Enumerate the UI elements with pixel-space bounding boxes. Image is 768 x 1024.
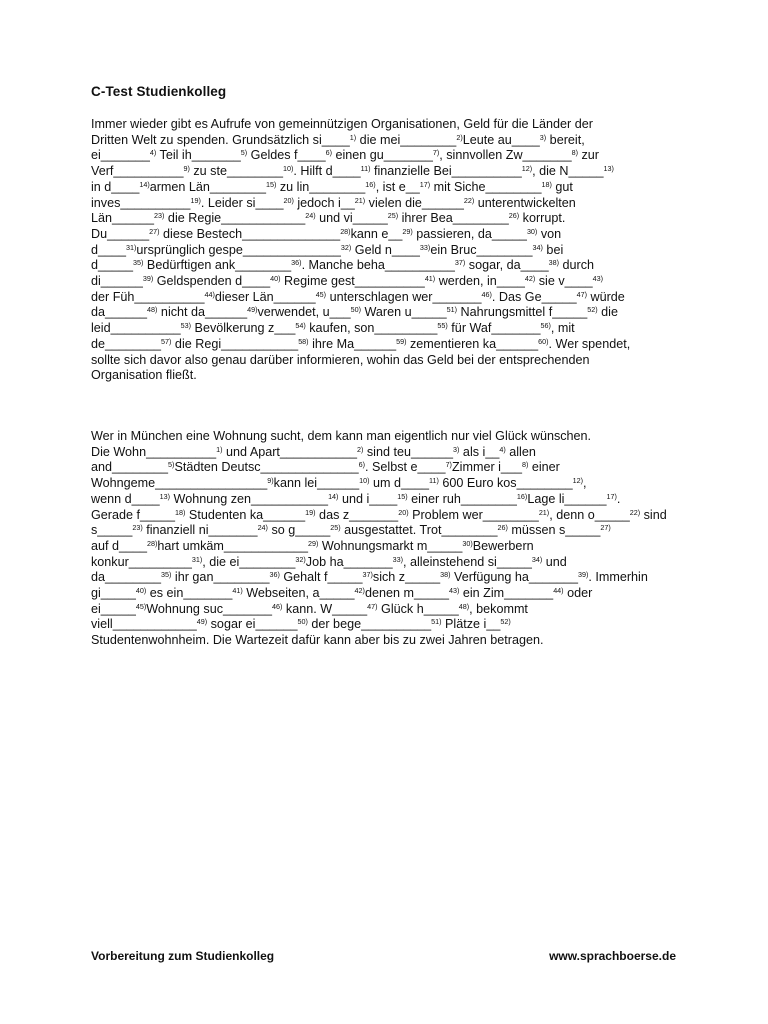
text-line: der Füh__________$^{44)}$dieser Län______$^{45)}$ unterschlagen wer_______$^{46)}$. Das Ge_____$^{47)}$ würde (91, 289, 625, 304)
paragraph-wohnung (91, 429, 691, 649)
text-line: Wohngeme________________$^{9)}$kann lei______$^{10)}$ um d____$^{11)}$ 600 Euro kos________$^{12)}$, (91, 476, 587, 491)
text-line: Immer wieder gibt es Aufrufe von gemeinnützigen Organisationen, Geld für die Länder der (91, 117, 593, 131)
paragraph-spenden (91, 117, 691, 384)
text-line: da______$^{48)}$ nicht da______$^{49)}$verwendet, u___$^{50)}$ Waren u_____$^{51)}$ Nahrungsmittel f_____$^{52)}$ die (91, 305, 618, 320)
text-line: Studentenwohnheim. Die Wartezeit dafür kann aber bis zu zwei Jahren betragen. (91, 633, 544, 648)
text-line: in d____$^{14)}$armen Län________$^{15)}$ zu lin________$^{16)}$, ist e__$^{17)}$ mit Siche________$^{18)}$ gut (91, 179, 573, 194)
footer-left: Vorbereitung zum Studienkolleg (91, 949, 275, 963)
text-line: Du______$^{27)}$ diese Bestech______________$^{28)}$kann e__$^{29)}$ passieren, da_____$^{30)}$ von (91, 226, 562, 241)
text-line: wenn d____$^{13)}$ Wohnung zen___________$^{14)}$ und i____$^{15)}$ einer ruh________$^{16)}$Lage li______$^{17)}$. (91, 491, 621, 506)
text-line: ei_____$^{45)}$Wohnung suc_______$^{46)}$ kann. W_____$^{47)}$ Glück h_____$^{48)}$, bekommt (91, 601, 528, 616)
text-line: de________$^{57)}$ die Regi___________$^{58)}$ ihre Ma______$^{59)}$ zementieren ka______$^{60)}$. Wer spendet, (91, 336, 631, 351)
text-line: d_____$^{35)}$ Bedürftigen ank________$^{36)}$. Manche beha__________$^{37)}$ sogar, da____$^{38)}$ durch (91, 258, 595, 273)
footer-right: www.sprachboerse.de (549, 949, 676, 963)
text-line: sollte sich davor also genau darüber informieren, wohin das Geld bei der entsprechenden (91, 352, 590, 367)
document-title: C-Test Studienkolleg (91, 84, 227, 99)
text-line: d____$^{31)}$ursprünglich gespe______________$^{32)}$ Geld n____$^{33)}$ein Bruc________$^{34)}$ bei (91, 242, 564, 257)
text-line: ei_______$^{4)}$ Teil ih_______$^{5)}$ Geldes f____$^{6)}$ einen gu_______$^{7)}$, sinnvollen Zw_______$^{8)}$ zur (91, 148, 599, 163)
text-line: gi_____$^{40)}$ es ein_______$^{41)}$ Webseiten, a_____$^{42)}$denen m_____$^{43)}$ ein Zim_______$^{44)}$ oder (91, 586, 593, 601)
text-line: da________$^{35)}$ ihr gan________$^{36)}$ Gehalt f_____$^{37)}$sich z_____$^{38)}$ Verfügung ha_______$^{39)}$. Immerhin (91, 570, 648, 585)
text-line: Län______$^{23)}$ die Regie____________$^{24)}$ und vi_____$^{25)}$ ihrer Bea________$^{26)}$ korrupt. (91, 211, 566, 226)
text-line: Verf__________$^{9)}$ zu ste________$^{10)}$. Hilft d____$^{11)}$ finanzielle Bei__________$^{12)}$, die N_____$^{13)}$ (91, 164, 614, 179)
text-line: auf d____$^{28)}$hart umkäm____________$^{29)}$ Wohnungsmarkt m_____$^{30)}$Bewerbern (91, 538, 534, 553)
text-line: viell____________$^{49)}$ sogar ei______$^{50)}$ der bege__________$^{51)}$ Plätze i__$^{52)}$ (91, 617, 511, 632)
text-line: Wer in München eine Wohnung sucht, dem kann man eigentlich nur viel Glück wünschen. (91, 429, 592, 443)
text-line: inves__________$^{19)}$. Leider si____$^{20)}$ jedoch i__$^{21)}$ vielen die______$^{22)}$ unterentwickelten (91, 195, 576, 210)
text-line: di______$^{39)}$ Geldspenden d____$^{40)}$ Regime gest__________$^{41)}$ werden, in____$^{42)}$ sie v____$^{43)}$ (91, 274, 604, 289)
text-line: Die Wohn__________$^{1)}$ und Apart___________$^{2)}$ sind teu______$^{3)}$ als i__$^{4)}$ allen (91, 444, 536, 459)
text-line: leid__________$^{53)}$ Bevölkerung z___$^{54)}$ kaufen, son_________$^{55)}$ für Waf_______$^{56)}$, mit (91, 321, 575, 336)
text-line: Dritten Welt zu spenden. Grundsätzlich si____$^{1)}$ die mei________$^{2)}$Leute au____$^{3)}$ bereit, (91, 132, 585, 147)
text-line: Gerade f_____$^{18)}$ Studenten ka______$^{19)}$ das z_______$^{20)}$ Problem wer________$^{21)}$, denn o_____$^{22)}$ sind (91, 507, 667, 522)
text-line: and________$^{5)}$Städten Deutsc______________$^{6)}$. Selbst e____$^{7)}$Zimmer i___$^{8)}$ einer (91, 460, 560, 475)
text-line: s_____$^{23)}$ finanziell ni_______$^{24)}$ so g_____$^{25)}$ ausgestattet. Trot________$^{26)}$ müssen s_____$^{27)}$ (91, 523, 611, 538)
text-line: konkur_________$^{31)}$, die ei________$^{32)}$Job ha_______$^{33)}$, alleinstehend si_____$^{34)}$ und (91, 554, 567, 569)
text-line: Organisation fließt. (91, 368, 197, 383)
